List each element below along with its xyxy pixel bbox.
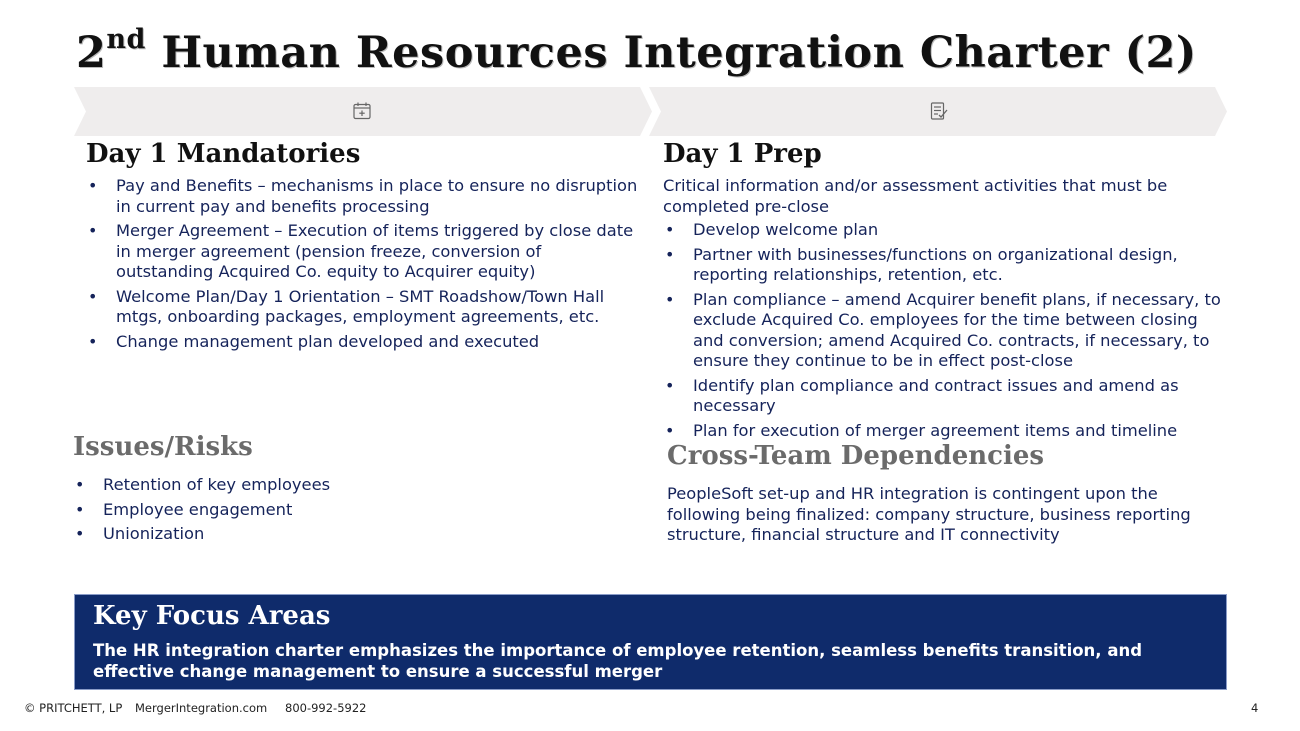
day1-prep-intro: Critical information and/or assessment activities that must be completed pre-close — [663, 176, 1168, 216]
list-item: • Unionization — [73, 524, 473, 545]
day1-prep-list — [663, 220, 1223, 445]
list-item: • Change management plan developed and executed — [86, 332, 641, 353]
page-number: 4 — [1251, 701, 1259, 715]
cross-team-dependencies-heading: Cross-Team Dependencies — [667, 441, 1045, 471]
list-item: • Develop welcome plan — [663, 220, 1223, 241]
list-item: • Plan for execution of merger agreement items and timeline — [663, 421, 1223, 442]
list-item: • Retention of key employees — [73, 475, 473, 496]
issues-risks-heading: Issues/Risks — [73, 432, 253, 462]
list-item: • Welcome Plan/Day 1 Orientation – SMT Roadshow/Town Hall mtgs, onboarding packages, employment agreements, etc. — [86, 287, 641, 328]
footer-phone: 800-992-5922 — [285, 701, 367, 715]
calendar-add-icon — [352, 101, 372, 121]
checklist-icon — [929, 101, 949, 121]
banner-day1-mandatories — [74, 87, 652, 136]
key-focus-areas-box — [74, 594, 1227, 690]
day1-mandatories-list — [86, 176, 641, 356]
list-item: • Pay and Benefits – mechanisms in place to ensure no disruption in current pay and benefits processing — [86, 176, 641, 217]
key-focus-areas-text: The HR integration charter emphasizes the importance of employee retention, seamless benefits transition, and effective change management to ensure a successful merger — [93, 641, 1143, 681]
title-ordinal: 2 — [76, 28, 107, 78]
cross-team-dependencies-text: PeopleSoft set-up and HR integration is contingent upon the following being finalized: company structure, business reporting structure, financial structure and IT connectivity — [667, 484, 1191, 544]
footer-copyright: © PRITCHETT, LP — [24, 701, 123, 715]
list-item: • Employee engagement — [73, 500, 473, 521]
day1-prep-heading: Day 1 Prep — [663, 139, 822, 169]
title-text: Human Resources Integration Charter (2) — [161, 28, 1197, 78]
title-ordinal-suffix: nd — [106, 24, 146, 55]
list-item: • Plan compliance – amend Acquirer benefit plans, if necessary, to exclude Acquired Co. employees for the time between closing and conversion; amend Acquired Co. contracts, if necessary, to ensure they continue to be in effect post-close — [663, 290, 1223, 372]
page-title — [76, 24, 1197, 78]
list-item: • Merger Agreement – Execution of items triggered by close date in merger agreement (pension freeze, conversion of outstanding Acquired Co. equity to Acquirer equity) — [86, 221, 641, 283]
key-focus-areas-heading: Key Focus Areas — [93, 601, 331, 631]
list-item: • Partner with businesses/functions on organizational design, reporting relationships, retention, etc. — [663, 245, 1223, 286]
day1-mandatories-heading: Day 1 Mandatories — [86, 139, 361, 169]
footer-website: MergerIntegration.com — [135, 701, 268, 715]
issues-risks-list — [73, 475, 473, 549]
list-item: • Identify plan compliance and contract issues and amend as necessary — [663, 376, 1223, 417]
banner-day1-prep — [649, 87, 1227, 136]
